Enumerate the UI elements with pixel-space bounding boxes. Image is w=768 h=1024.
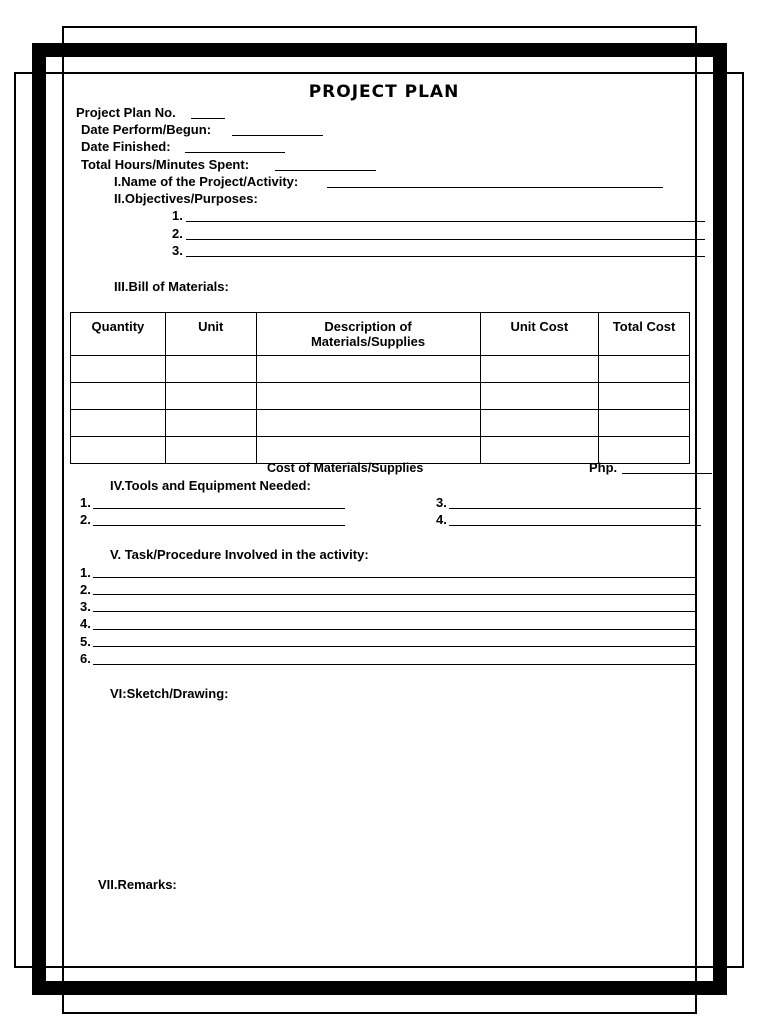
- task-field[interactable]: [93, 577, 696, 578]
- table-cell[interactable]: [165, 410, 256, 437]
- tool-number: 2.: [80, 512, 91, 527]
- cost-of-materials-label: Cost of Materials/Supplies: [267, 461, 424, 475]
- objective-number: 1.: [172, 208, 183, 223]
- task-number: 1.: [80, 565, 91, 580]
- task-number: 4.: [80, 616, 91, 631]
- task-number: 3.: [80, 599, 91, 614]
- tasks-label: V. Task/Procedure Involved in the activity:: [110, 547, 369, 562]
- table-cell[interactable]: [256, 383, 480, 410]
- bill-of-materials-table: [70, 312, 690, 464]
- tool-field[interactable]: [93, 508, 345, 509]
- tool-number: 3.: [436, 495, 447, 510]
- date-begun-field[interactable]: [232, 135, 323, 136]
- tool-number: 4.: [436, 512, 447, 527]
- remarks-area[interactable]: [98, 897, 693, 957]
- task-number: 2.: [80, 582, 91, 597]
- tool-field[interactable]: [449, 508, 701, 509]
- task-field[interactable]: [93, 664, 696, 665]
- tool-field[interactable]: [93, 525, 345, 526]
- task-number: 6.: [80, 651, 91, 666]
- task-field[interactable]: [93, 629, 696, 630]
- table-cell[interactable]: [71, 383, 166, 410]
- table-cell[interactable]: [599, 383, 690, 410]
- table-header-row: [71, 313, 690, 356]
- table-cell[interactable]: [165, 383, 256, 410]
- objective-number: 2.: [172, 226, 183, 241]
- tools-label: IV.Tools and Equipment Needed:: [110, 478, 311, 493]
- table-cell[interactable]: [71, 437, 166, 464]
- table-row: [71, 410, 690, 437]
- table-cell[interactable]: [256, 356, 480, 383]
- table-cell[interactable]: [480, 383, 599, 410]
- project-name-field[interactable]: [327, 187, 663, 188]
- total-cost-field[interactable]: [622, 473, 712, 474]
- php-label: Php.: [589, 460, 618, 475]
- table-cell[interactable]: [165, 437, 256, 464]
- sketch-area[interactable]: [93, 706, 693, 866]
- table-cell[interactable]: [480, 356, 599, 383]
- task-field[interactable]: [93, 646, 696, 647]
- project-name-label: I.Name of the Project/Activity:: [114, 174, 299, 189]
- column-header-total-cost: Total Cost: [599, 313, 690, 356]
- table-cell[interactable]: [165, 356, 256, 383]
- date-finished-label: Date Finished:: [81, 139, 171, 154]
- tool-field[interactable]: [449, 525, 701, 526]
- table-cell[interactable]: [71, 356, 166, 383]
- table-cell[interactable]: [256, 410, 480, 437]
- objective-field[interactable]: [186, 221, 705, 222]
- objectives-label: II.Objectives/Purposes:: [114, 191, 258, 206]
- task-number: 5.: [80, 634, 91, 649]
- tool-number: 1.: [80, 495, 91, 510]
- bill-of-materials-label: III.Bill of Materials:: [114, 279, 229, 294]
- plan-no-field[interactable]: [191, 118, 225, 119]
- column-header-description: Description of Materials/Supplies: [256, 313, 480, 356]
- column-header-unit-cost: Unit Cost: [480, 313, 599, 356]
- table-cell[interactable]: [480, 437, 599, 464]
- date-finished-field[interactable]: [185, 152, 285, 153]
- date-begun-label: Date Perform/Begun:: [81, 122, 212, 137]
- table-row: [71, 383, 690, 410]
- table-cell[interactable]: [71, 410, 166, 437]
- remarks-label: VII.Remarks:: [98, 877, 177, 892]
- task-field[interactable]: [93, 594, 696, 595]
- table-cell[interactable]: [599, 410, 690, 437]
- objective-number: 3.: [172, 243, 183, 258]
- table-row: [71, 356, 690, 383]
- table-cell[interactable]: [599, 356, 690, 383]
- plan-no-label: Project Plan No.: [76, 105, 176, 120]
- task-field[interactable]: [93, 611, 696, 612]
- sketch-label: VI:Sketch/Drawing:: [110, 686, 229, 701]
- column-header-quantity: Quantity: [71, 313, 166, 356]
- total-time-label: Total Hours/Minutes Spent:: [81, 157, 250, 172]
- objective-field[interactable]: [186, 256, 705, 257]
- page-title: PROJECT PLAN: [308, 82, 460, 102]
- objective-field[interactable]: [186, 239, 705, 240]
- column-header-unit: Unit: [165, 313, 256, 356]
- total-time-field[interactable]: [275, 170, 376, 171]
- table-cell[interactable]: [480, 410, 599, 437]
